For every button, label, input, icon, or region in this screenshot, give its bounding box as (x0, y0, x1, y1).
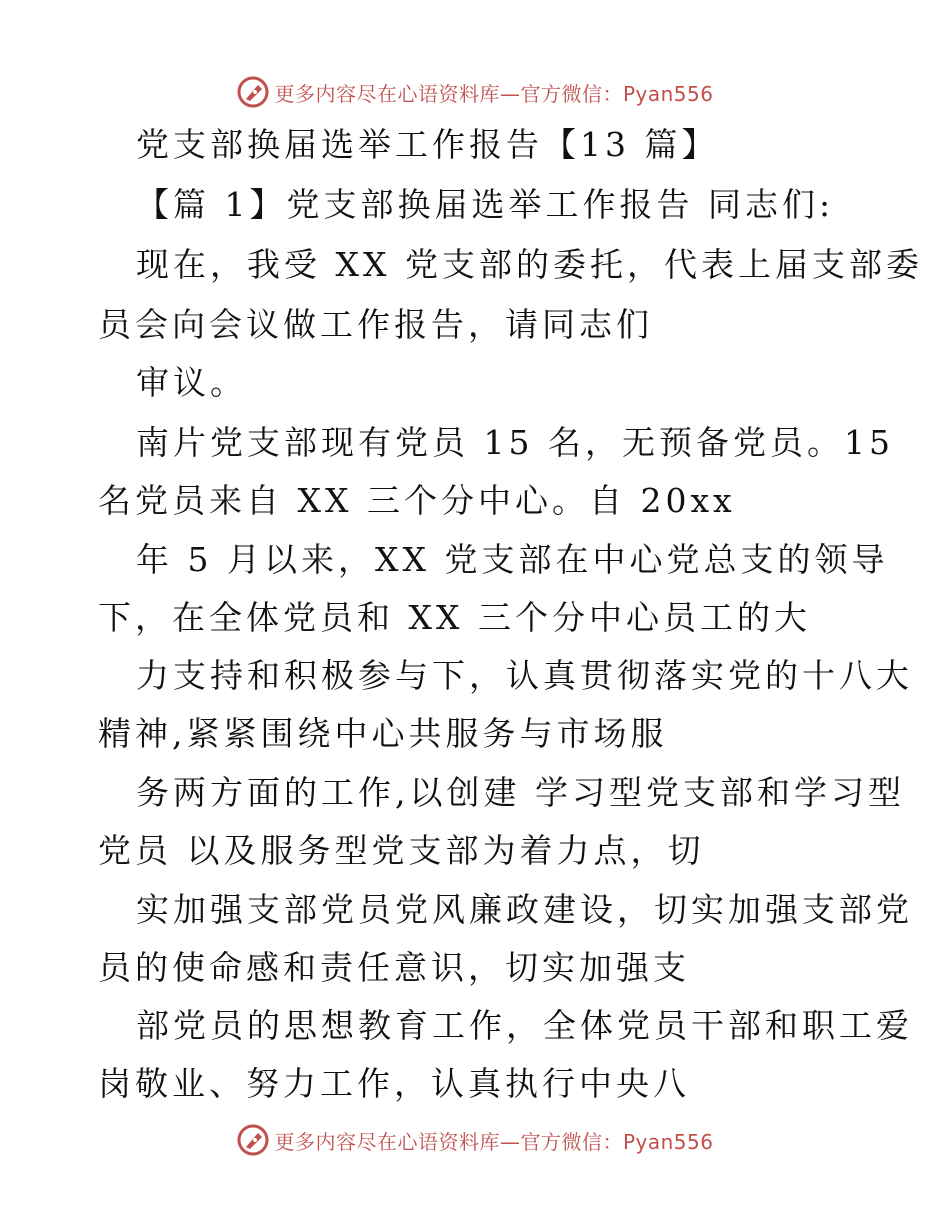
document-title: 党支部换届选举工作报告【13 篇】 (136, 125, 719, 164)
paragraph-line: 员的使命感和责任意识，切实加强支 (98, 948, 690, 987)
header-watermark (0, 72, 950, 112)
paragraph-line: 员会向会议做工作报告，请同志们 (98, 305, 653, 344)
pen-nib-logo-icon (236, 75, 270, 109)
paragraph-line: 年 5 月以来，XX 党支部在中心党总支的领导 (136, 540, 889, 579)
section-heading: 【篇 1】党支部换届选举工作报告 同志们: (136, 185, 835, 224)
paragraph-line: 精神,紧紧围绕中心共服务与市场服 (98, 714, 668, 753)
paragraph-line: 实加强支部党员党风廉政建设，切实加强支部党 (136, 890, 913, 929)
paragraph-line: 审议。 (136, 363, 247, 402)
paragraph-line: 南片党支部现有党员 15 名，无预备党员。15 (136, 423, 894, 462)
paragraph-line: 下，在全体党员和 XX 三个分中心员工的大 (98, 598, 811, 637)
footer-watermark (0, 1120, 950, 1160)
paragraph-line: 力支持和积极参与下，认真贯彻落实党的十八大 (136, 656, 913, 695)
watermark-text: 更多内容尽在心语资料库—官方微信：Pyan556 (274, 1129, 714, 1154)
paragraph-line: 务两方面的工作,以创建 学习型党支部和学习型 (136, 773, 905, 812)
paragraph-line: 岗敬业、努力工作，认真执行中央八 (98, 1064, 690, 1103)
paragraph-line: 部党员的思想教育工作，全体党员干部和职工爱 (136, 1006, 913, 1045)
paragraph-line: 党员 以及服务型党支部为着力点，切 (98, 831, 705, 870)
paragraph-line: 现在，我受 XX 党支部的委托，代表上届支部委 (136, 245, 923, 284)
paragraph-line: 名党员来自 XX 三个分中心。自 20xx (98, 481, 736, 520)
pen-nib-logo-icon (236, 1123, 270, 1157)
watermark-text: 更多内容尽在心语资料库—官方微信：Pyan556 (274, 81, 714, 106)
